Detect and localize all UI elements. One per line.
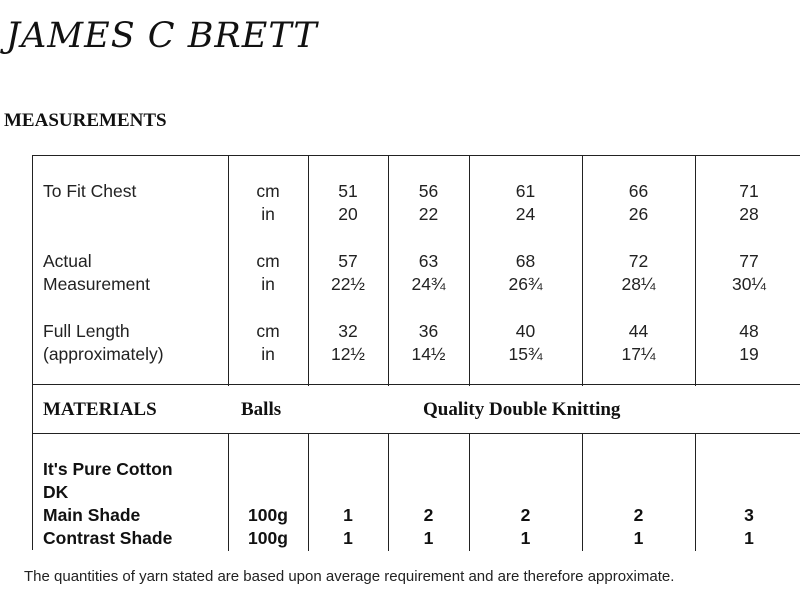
row-label: Actual Measurement — [43, 251, 150, 294]
measurements-table — [32, 155, 800, 550]
row-label: Full Length (approximately) — [43, 321, 164, 364]
size-value: 71 28 — [739, 181, 759, 224]
size-value: 48 19 — [739, 321, 759, 364]
ball-quantity: 2 1 — [633, 505, 644, 548]
ball-quantity: 2 1 — [423, 505, 434, 548]
ball-quantity: 3 1 — [744, 505, 754, 548]
section-title: MEASUREMENTS — [4, 110, 167, 131]
yarn-quality-header: Quality Double Knitting — [423, 399, 621, 420]
size-value: 44 17¼ — [621, 321, 656, 364]
unit-labels: cm in — [256, 251, 280, 294]
ball-quantity: 1 1 — [343, 505, 353, 548]
size-value: 72 28¼ — [621, 251, 656, 294]
size-value: 32 12½ — [330, 321, 366, 364]
ball-quantity: 2 1 — [520, 505, 531, 548]
row-divider — [33, 384, 800, 385]
size-value: 66 26 — [628, 181, 649, 224]
materials-header: MATERIALS — [43, 399, 157, 420]
size-value: 68 26¾ — [508, 251, 543, 294]
size-value: 36 14½ — [411, 321, 446, 364]
yarn-quantity-note: The quantities of yarn stated are based upon average requirement and are therefore approximate. — [24, 568, 675, 585]
row-label: To Fit Chest — [43, 181, 137, 201]
size-value: 57 22½ — [330, 251, 366, 294]
balls-header: Balls — [241, 399, 282, 420]
unit-labels: cm in — [256, 321, 280, 364]
ball-weight: 100g 100g — [248, 505, 288, 548]
brand-logo: JAMES C BRETT — [6, 16, 318, 56]
size-value: 51 20 — [338, 181, 358, 224]
size-value: 63 24¾ — [411, 251, 446, 294]
unit-labels: cm in — [256, 181, 280, 224]
size-value: 40 15¾ — [508, 321, 543, 364]
row-divider — [33, 433, 800, 434]
yarn-name: It's Pure Cotton DK Main Shade Contrast Shade — [43, 459, 173, 548]
size-value: 61 24 — [515, 181, 536, 224]
size-value: 56 22 — [418, 181, 439, 224]
size-value: 77 30¼ — [731, 251, 767, 294]
